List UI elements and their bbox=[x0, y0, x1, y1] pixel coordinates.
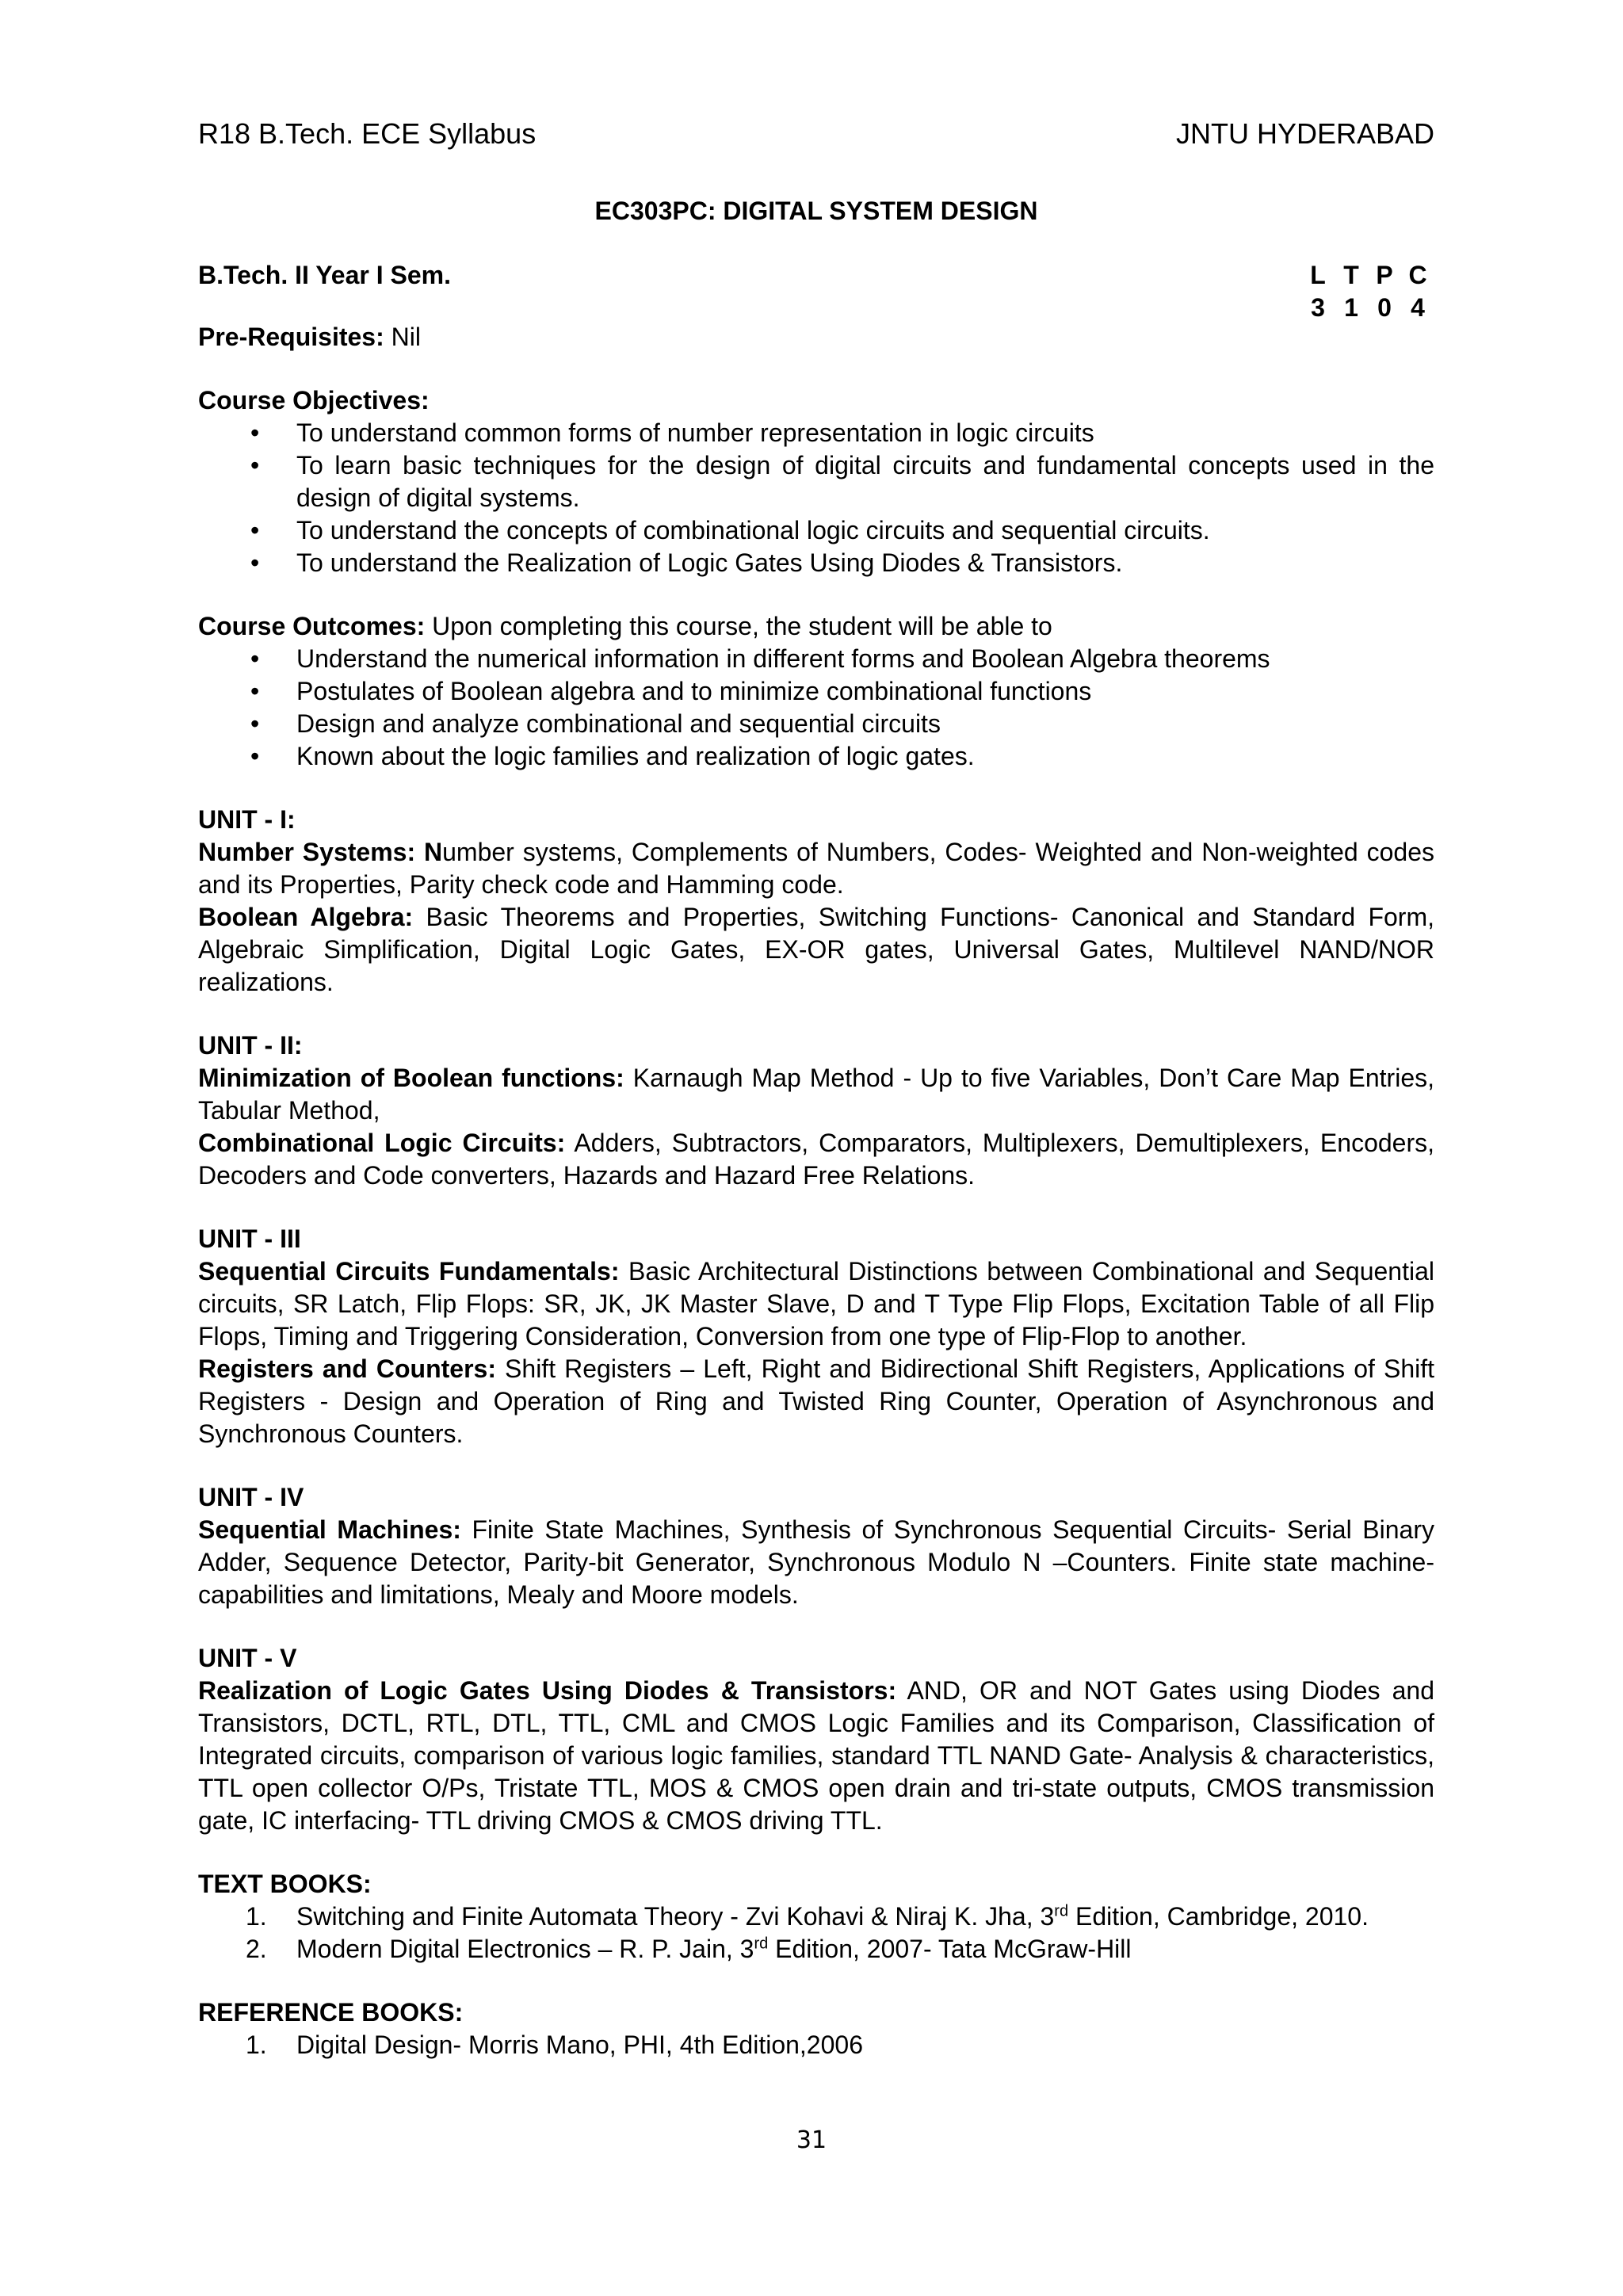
topic-text: Adders, Subtractors, Comparators, Multiplexers, Demultiplexers, Encoders, Decoders and Code converters, Hazards and Hazard Free Relations. bbox=[198, 1129, 1435, 1190]
ltpc-grid bbox=[1301, 259, 1434, 324]
topic-label: Number Systems: N bbox=[198, 838, 443, 866]
topic-text: Shift Registers – Left, Right and Bidirectional Shift Registers, Applications of Shift Registers - Design and Operation of Ring and Twisted Ring Counter, Operation of Asynchronous and Synchronous Counters. bbox=[198, 1354, 1435, 1448]
topic-text: Basic Theorems and Properties, Switching Functions- Canonical and Standard Form, Algebraic Simplification, Digital Logic Gates, EX-OR gates, Universal Gates, Multilevel NAND/NOR realizations. bbox=[198, 903, 1435, 996]
outcomes-list bbox=[198, 643, 1434, 773]
topic-text: Finite State Machines, Synthesis of Synchronous Sequential Circuits- Serial Binary Adder, Sequence Detector, Parity-bit Generator, Synchronous Modulo N –Counters. Finite state machine-capabilities and limitations, Mealy and Moore models. bbox=[198, 1515, 1435, 1609]
ltpc-value: 1 bbox=[1344, 293, 1358, 322]
topic-label: Sequential Circuits Fundamentals: bbox=[198, 1257, 620, 1286]
topic-text: umber systems, Complements of Numbers, Codes- Weighted and Non-weighted codes and its Properties, Parity check code and Hamming code. bbox=[198, 838, 1435, 899]
item-text: Digital Design- Morris Mano, PHI, 4th Edition,2006 bbox=[296, 2030, 863, 2059]
objectives-list bbox=[198, 417, 1434, 579]
outcomes-intro bbox=[198, 610, 1434, 643]
references-heading: REFERENCE BOOKS: bbox=[198, 1998, 464, 2027]
item-text: Edition, 2007- Tata McGraw-Hill bbox=[768, 1935, 1132, 1963]
topic-label: Realization of Logic Gates Using Diodes & Transistors: bbox=[198, 1676, 897, 1705]
unit-heading: UNIT - II: bbox=[198, 1031, 303, 1060]
semester-label: B.Tech. II Year I Sem. bbox=[198, 261, 451, 289]
unit-heading: UNIT - I: bbox=[198, 805, 296, 834]
outcomes-intro-text: Upon completing this course, the student will be able to bbox=[425, 612, 1052, 640]
list-item: • To understand common forms of number representation in logic circuits bbox=[198, 417, 1434, 449]
ltpc-label: L bbox=[1310, 261, 1326, 289]
unit-topic bbox=[198, 1514, 1434, 1611]
topic-label: Sequential Machines: bbox=[198, 1515, 461, 1544]
list-item: • Postulates of Boolean algebra and to minimize combinational functions bbox=[198, 675, 1434, 708]
unit-topic bbox=[198, 1062, 1434, 1127]
semester-row bbox=[198, 259, 1434, 324]
ltpc-label: T bbox=[1343, 261, 1359, 289]
page-number: 31 bbox=[796, 2126, 827, 2154]
document-body bbox=[198, 111, 1434, 2061]
unit-heading: UNIT - III bbox=[198, 1224, 301, 1253]
topic-label: Registers and Counters: bbox=[198, 1354, 496, 1383]
unit-topic bbox=[198, 1353, 1434, 1450]
superscript: rd bbox=[1054, 1902, 1069, 1920]
topic-label: Boolean Algebra: bbox=[198, 903, 414, 931]
unit-heading: UNIT - V bbox=[198, 1644, 297, 1672]
item-number: 1. bbox=[246, 1902, 267, 1931]
list-item: • Design and analyze combinational and sequential circuits bbox=[198, 708, 1434, 740]
outcomes-heading: Course Outcomes: bbox=[198, 612, 426, 640]
references-list bbox=[198, 2029, 1434, 2061]
list-item bbox=[198, 1933, 1434, 1966]
ltpc-value: 3 bbox=[1311, 293, 1325, 322]
textbooks-heading: TEXT BOOKS: bbox=[198, 1870, 372, 1898]
list-item bbox=[198, 2029, 1434, 2061]
unit-topic bbox=[198, 1127, 1434, 1192]
prereq-label: Pre-Requisites: bbox=[198, 323, 384, 351]
header-right: JNTU HYDERABAD bbox=[1175, 117, 1434, 150]
list-item: • To understand the concepts of combinational logic circuits and sequential circuits. bbox=[198, 514, 1434, 547]
ltpc-value: 4 bbox=[1411, 293, 1425, 322]
textbooks-list bbox=[198, 1901, 1434, 1966]
topic-text: Basic Architectural Distinctions between Combinational and Sequential circuits, SR Latch, Flip Flops: SR, JK, JK Master Slave, D and T Type Flip Flops, Excitation Table of all Flip Flops, Timing and Triggering Consideration, Conversion from one type of Flip-Flop to another. bbox=[198, 1257, 1434, 1350]
prereq-value: Nil bbox=[384, 323, 421, 351]
topic-label: Combinational Logic Circuits: bbox=[198, 1129, 566, 1157]
list-item: • To understand the Realization of Logic Gates Using Diodes & Transistors. bbox=[198, 547, 1434, 579]
item-number: 1. bbox=[246, 2030, 267, 2059]
list-item: • To learn basic techniques for the design of digital circuits and fundamental concepts used in the design of digital systems. bbox=[198, 449, 1434, 514]
superscript: rd bbox=[754, 1935, 769, 1953]
ltpc-value: 0 bbox=[1377, 293, 1392, 322]
topic-label: Minimization of Boolean functions: bbox=[198, 1064, 624, 1092]
item-number: 2. bbox=[246, 1935, 267, 1963]
list-item: • Understand the numerical information in different forms and Boolean Algebra theorems bbox=[198, 643, 1434, 675]
topic-text: AND, OR and NOT Gates using Diodes and Transistors, DCTL, RTL, DTL, TTL, CML and CMOS Logic Families and its Comparison, Classification of Integrated circuits, comparison of various logic families, standard TTL NAND Gate- Analysis & characteristics, TTL open collector O/Ps, Tristate TTL, MOS & CMOS open drain and tri-state outputs, CMOS transmission gate, IC interfacing- TTL driving CMOS & CMOS driving TTL. bbox=[198, 1676, 1435, 1835]
list-item bbox=[198, 1901, 1434, 1933]
header-left: R18 B.Tech. ECE Syllabus bbox=[198, 117, 537, 150]
list-item: • Known about the logic families and realization of logic gates. bbox=[198, 740, 1434, 773]
topic-text: Karnaugh Map Method - Up to five Variables, Don’t Care Map Entries, Tabular Method, bbox=[198, 1064, 1435, 1125]
unit-topic bbox=[198, 836, 1434, 901]
ltpc-label: C bbox=[1408, 261, 1427, 289]
item-text: Edition, Cambridge, 2010. bbox=[1068, 1902, 1369, 1931]
objectives-heading: Course Objectives: bbox=[198, 386, 430, 415]
item-text: Switching and Finite Automata Theory - Zvi Kohavi & Niraj K. Jha, 3 bbox=[296, 1902, 1055, 1931]
course-title: EC303PC: DIGITAL SYSTEM DESIGN bbox=[594, 197, 1038, 225]
unit-heading: UNIT - IV bbox=[198, 1483, 304, 1511]
item-text: Modern Digital Electronics – R. P. Jain, 3 bbox=[296, 1935, 754, 1963]
ltpc-label: P bbox=[1376, 261, 1393, 289]
unit-topic bbox=[198, 1675, 1434, 1837]
prerequisites bbox=[198, 321, 1434, 353]
unit-topic bbox=[198, 901, 1434, 999]
unit-topic bbox=[198, 1255, 1434, 1353]
